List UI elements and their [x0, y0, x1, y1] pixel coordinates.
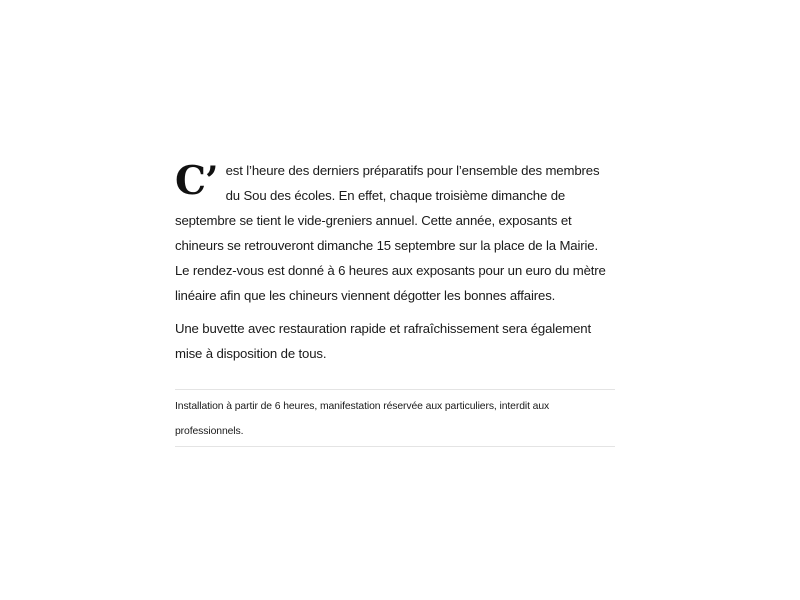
drop-cap: C’	[175, 158, 218, 204]
info-note-box	[175, 389, 615, 447]
article-paragraph-2: Une buvette avec restauration rapide et rafraîchissement sera également mise à disposition de tous.	[175, 321, 591, 361]
article-paragraph-1	[175, 158, 615, 308]
article	[175, 158, 615, 447]
paragraph-1-text: est l’heure des derniers préparatifs pour l’ensemble des membres du Sou des écoles. En effet, chaque troisième dimanche de septembre se tient le vide-greniers annuel. Cette année, exposants et chineurs se retrouveront dimanche 15 septembre sur la place de la Mairie. Le rendez-vous est donné à 6 heures aux exposants pour un euro du mètre linéaire afin que les chineurs viennent dégotter les bonnes affaires.	[175, 163, 606, 303]
info-note-text: Installation à partir de 6 heures, manifestation réservée aux particuliers, interdit aux professionnels.	[175, 401, 550, 437]
